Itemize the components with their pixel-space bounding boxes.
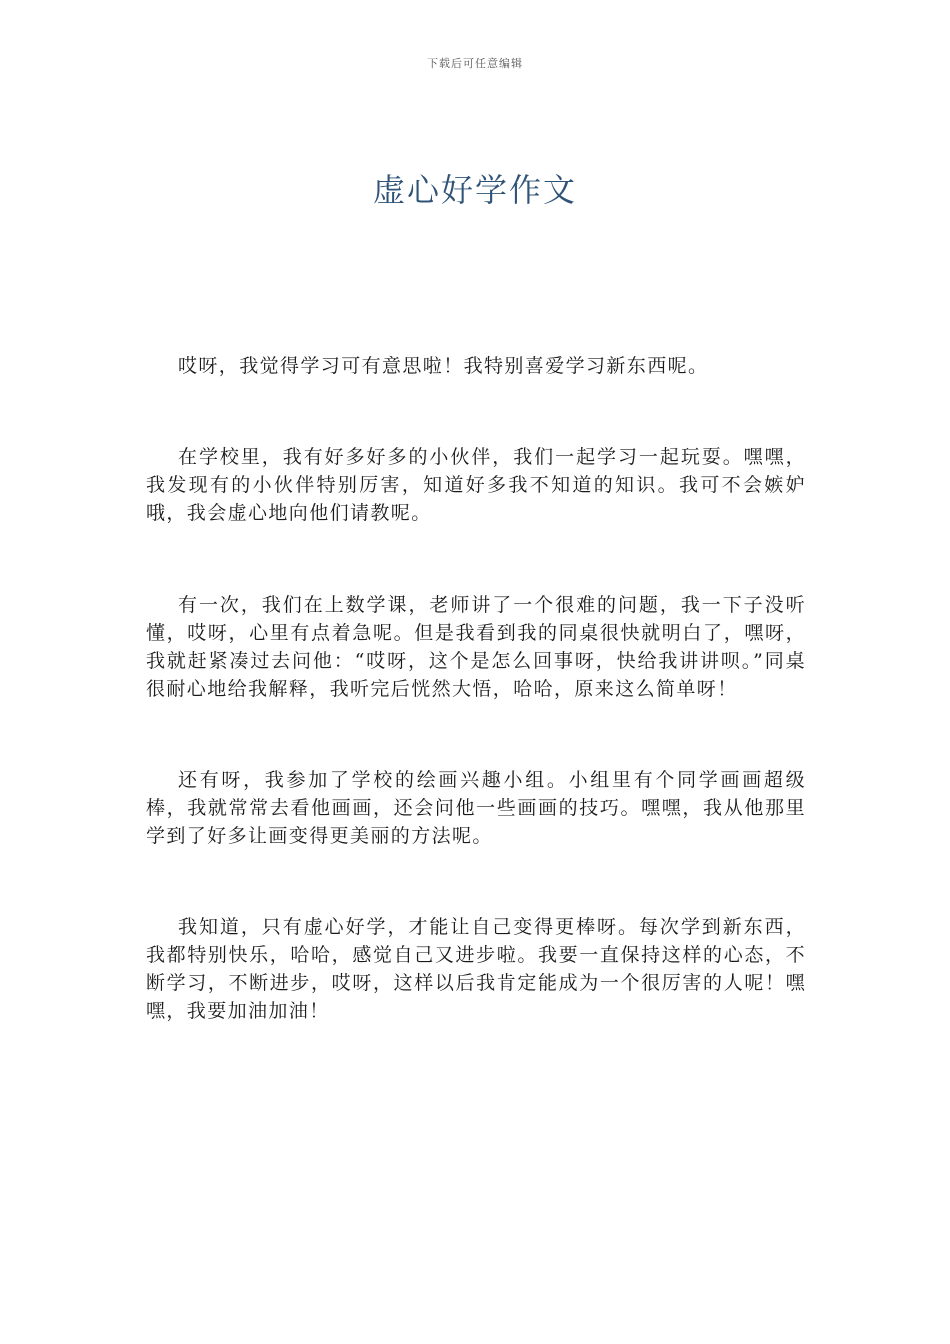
paragraph-5: 我知道，只有虚心好学，才能让自己变得更棒呀。每次学到新东西，我都特别快乐，哈哈，感觉自己又进步啦。我要一直保持这样的心态，不断学习，不断进步，哎呀，这样以后我肯定能成为一个很厉害的人呢！嘿嘿，我要加油加油！ bbox=[146, 916, 806, 1022]
paragraph-2: 在学校里，我有好多好多的小伙伴，我们一起学习一起玩耍。嘿嘿，我发现有的小伙伴特别厉害，知道好多我不知道的知识。我可不会嫉妒哦，我会虚心地向他们请教呢。 bbox=[146, 446, 806, 524]
document-body bbox=[146, 352, 806, 1025]
paragraph-3: 有一次，我们在上数学课，老师讲了一个很难的问题，我一下子没听懂，哎呀，心里有点着急呢。但是我看到我的同桌很快就明白了，嘿呀，我就赶紧凑过去问他：“哎呀，这个是怎么回事呀，快给我讲讲呗。”同桌很耐心地给我解释，我听完后恍然大悟，哈哈，原来这么简单呀！ bbox=[146, 594, 806, 700]
paragraph-1: 哎呀，我觉得学习可有意思啦！我特别喜爱学习新东西呢。 bbox=[178, 355, 709, 377]
header-note: 下载后可任意编辑 bbox=[427, 57, 523, 70]
paragraph-4: 还有呀，我参加了学校的绘画兴趣小组。小组里有个同学画画超级棒，我就常常去看他画画，还会问他一些画画的技巧。嘿嘿，我从他那里学到了好多让画变得更美丽的方法呢。 bbox=[146, 769, 806, 847]
document-title: 虚心好学作文 bbox=[372, 171, 577, 209]
